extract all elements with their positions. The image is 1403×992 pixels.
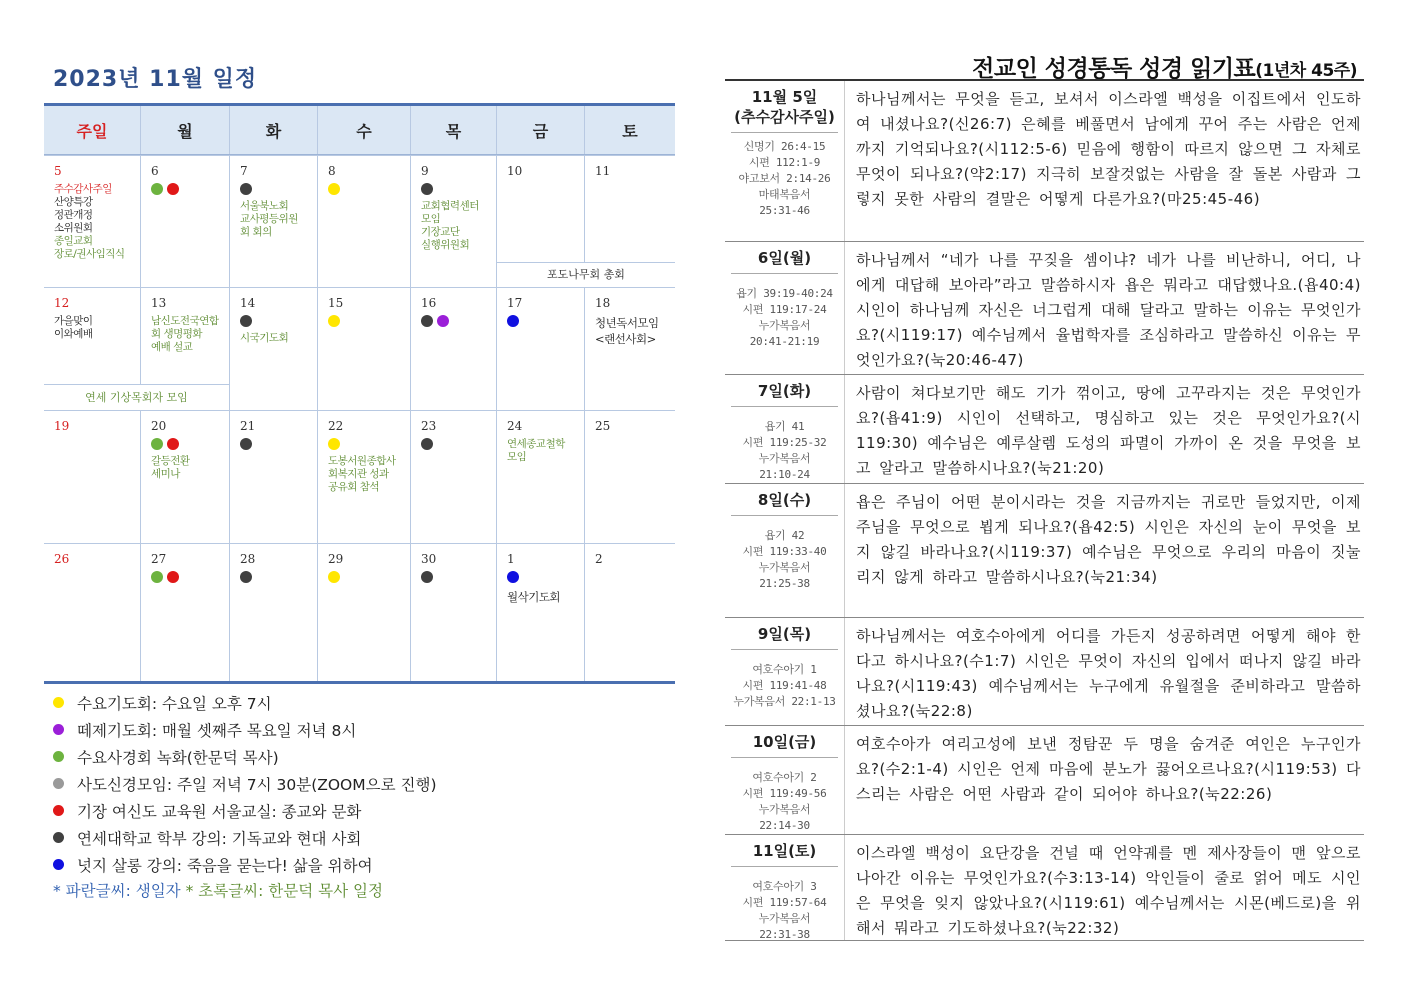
table-row [725,618,1364,726]
date-number: 8 [328,164,336,178]
weekday-header [44,106,675,155]
row-day: 9일(목) [731,624,838,650]
table-row [725,835,1364,941]
yellow-dot-icon [328,438,340,450]
span-event-bar: 포도나무회 총회 [496,262,675,287]
event-text: 주수감사주일 [54,183,112,195]
day-cell[interactable] [44,543,140,681]
day-cell[interactable] [584,410,675,543]
day-cell[interactable] [140,543,229,681]
legend-item [53,743,437,770]
day-cell[interactable] [410,410,496,543]
row-label-cell [725,835,845,940]
date-number: 11 [595,164,611,178]
date-number: 14 [240,296,256,310]
legend-label: 사도신경모임: 주일 저녁 7시 30분(ZOOM으로 진행) [77,775,437,794]
day-cell[interactable] [229,155,317,287]
row-day: 11월 5일 (추수감사주일) [731,87,838,133]
row-day: 10일(금) [731,732,838,758]
day-cell[interactable] [496,287,584,410]
dark-dot-icon [421,438,433,450]
day-cell[interactable] [140,287,229,384]
date-number: 18 [595,296,611,310]
day-cell[interactable] [317,543,410,681]
date-number: 13 [151,296,167,310]
event-text: 도봉서원종합사 회복지관 성과 공유회 참석 [328,455,396,493]
legend-item [53,770,437,797]
weekday-fri: 금 [496,106,584,154]
day-cell[interactable] [410,155,496,287]
table-row [725,375,1364,484]
day-cell[interactable] [229,287,317,410]
row-question: 하나님께서는 무엇을 듣고, 보셔서 이스라엘 백성을 이집트에서 인도하여 내셨나요?(신26:7) 은혜를 베풀면서 남에게 꾸어 주는 사람은 언제까지 기억되나요?(시112:5-6) 믿음에 행함이 따르지 않으면 그 자체로 무엇이 되나요?(약2:17) 지극히 보잘것없는 사람을 잘 돌본 사람과 그렇지 못한 사람의 결말은 어떻게 다른가요?(마25:45-46) [856,90,1361,208]
weekday-sat: 토 [584,106,675,154]
event-text: 청년독서모임 <랜선사회> [595,316,659,346]
green-dot-icon [53,751,64,762]
day-cell[interactable] [317,287,410,410]
legend-item [53,797,437,824]
dark-dot-icon [240,438,252,450]
reading-subtitle: (1년차 45주) [1255,61,1357,81]
dark-dot-icon [421,183,433,195]
row-question: 여호수아가 여리고성에 보낸 정탐꾼 두 명을 숨겨준 여인은 누구인가요?(수2:1-4) 시인은 언제 마음에 분노가 끓어오르나요?(시119:53) 다스리는 사람은 어떤 사람과 같이 되어야 하나요?(눅22:26) [856,735,1361,803]
date-number: 23 [421,419,437,433]
day-cell[interactable] [44,410,140,543]
weekday-thu: 목 [410,106,496,154]
row-label-cell [725,484,845,617]
row-label-cell [725,375,845,483]
date-number: 28 [240,552,256,566]
row-refs: 여호수아기 3 시편 119:57-64 누가복음서 22:31-38 [742,880,827,941]
date-number: 27 [151,552,167,566]
date-number: 16 [421,296,437,310]
green-dot-icon [151,571,163,583]
event-text: 서울북노회 교사평등위원 회 회의 [240,200,298,238]
row-label-cell [725,242,845,374]
day-cell[interactable] [410,287,496,410]
row-day: 8일(수) [731,490,838,516]
purple-dot-icon [437,315,449,327]
row-refs: 욥기 39:19-40:24 시편 119:17-24 누가복음서 20:41-21:19 [736,287,833,348]
purple-dot-icon [53,724,64,735]
green-dot-icon [151,183,163,195]
yellow-dot-icon [328,183,340,195]
row-refs: 여호수아기 1 시편 119:41-48 누가복음서 22:1-13 [733,663,836,708]
yellow-dot-icon [328,571,340,583]
span-event-bar: 연세 기상목회자 모임 [44,384,229,410]
legend-label: 수요기도회: 수요일 오후 7시 [77,694,272,713]
green-dot-icon [151,438,163,450]
dark-dot-icon [421,571,433,583]
date-number: 24 [507,419,523,433]
legend-label: 연세대학교 학부 강의: 기독교와 현대 사회 [77,829,362,848]
date-number: 7 [240,164,248,178]
weekday-sun: 주일 [76,121,108,141]
day-cell[interactable] [496,410,584,543]
row-label-cell [725,726,845,834]
legend-item [53,824,437,851]
reading-table [725,79,1364,941]
date-number: 26 [54,552,70,566]
date-number: 1 [507,552,515,566]
row-question: 이스라엘 백성이 요단강을 건널 때 언약궤를 멘 제사장들이 맨 앞으로 나아간 이유는 무엇인가요?(수3:13-14) 악인들이 줄로 얽어 메도 시인은 무엇을 잊지 않았나요?(시119:61) 예수님께서는 시몬(베드로)을 위해서 뭐라고 기도하셨나요?(눅22:32) [856,844,1361,937]
dark-dot-icon [53,832,64,843]
date-number: 30 [421,552,437,566]
day-cell[interactable] [44,155,140,287]
day-cell[interactable] [584,155,675,262]
weekday-mon: 월 [140,106,229,154]
event-text: 연세종교철학 모임 [507,438,565,463]
date-number: 20 [151,419,167,433]
row-label-cell [725,618,845,725]
day-cell[interactable] [140,155,229,287]
row-refs: 신명기 26:4-15 시편 112:1-9 야고보서 2:14-26 마태복음서 25:31-46 [738,140,831,217]
red-dot-icon [53,805,64,816]
red-dot-icon [167,438,179,450]
event-text: 교회협력센터 모임 기장교단 실행위원회 [421,200,479,251]
day-cell[interactable] [496,543,584,681]
legend-item [53,689,437,716]
table-row [725,242,1364,375]
red-dot-icon [167,183,179,195]
table-row [725,726,1364,835]
weekday-tue: 화 [229,106,317,154]
date-number: 2 [595,552,603,566]
day-cell[interactable] [317,410,410,543]
yellow-dot-icon [53,697,64,708]
dark-dot-icon [240,571,252,583]
legend-item [53,851,437,878]
date-number: 22 [328,419,344,433]
event-text: 종일교회 장로/권사임직식 [54,235,125,260]
date-number: 17 [507,296,523,310]
yellow-dot-icon [328,315,340,327]
gray-dot-icon [53,778,64,789]
legend-label: 넛지 살롱 강의: 죽음을 묻는다! 삶을 위하여 [77,856,373,875]
date-number: 21 [240,419,256,433]
date-number: 29 [328,552,344,566]
date-number: 10 [507,164,523,178]
legend-label: 떼제기도회: 매월 셋째주 목요일 저녁 8시 [77,721,357,740]
event-text: 시국기도회 [240,332,289,344]
note-green: * 초록글씨: 한문덕 목사 일정 [185,882,383,900]
row-question: 하나님께서는 여호수아에게 어디를 가든지 성공하려면 어떻게 해야 한다고 하시나요?(수1:7) 시인은 무엇이 자신의 입에서 떠나지 않길 바라나요?(시119:43) 예수님께서는 누구에게 유월절을 준비하라고 말씀하셨나요?(눅22:8) [856,627,1361,720]
day-cell[interactable] [584,543,675,681]
row-refs: 욥기 42 시편 119:33-40 누가복음서 21:25-38 [742,529,827,590]
weekday-wed: 수 [317,106,410,154]
day-cell[interactable] [410,543,496,681]
row-refs: 여호수아기 2 시편 119:49-56 누가복음서 22:14-30 [742,771,827,832]
day-cell[interactable] [140,410,229,543]
reading-title-text: 전교인 성경통독 성경 읽기표 [972,56,1256,82]
day-cell[interactable] [317,155,410,287]
day-cell[interactable] [229,543,317,681]
note-blue: * 파란글씨: 생일자 [53,882,181,900]
event-text: 산양특강 정관개정 소위원회 [54,196,93,234]
event-text: 월삭기도회 [507,590,561,604]
row-day: 11일(토) [731,841,838,867]
day-cell[interactable] [44,287,140,384]
calendar-grid [44,103,675,684]
dark-dot-icon [240,183,252,195]
row-question: 사람이 쳐다보기만 해도 기가 꺾이고, 땅에 고꾸라지는 것은 무엇인가요?(욥41:9) 시인이 선택하고, 명심하고 있는 것은 무엇인가요?(시119:30) 예수님은 예루살렘 도성의 파멸이 가까이 온 것을 무엇을 보고 알라고 말씀하시나요?(눅21:20) [856,384,1361,477]
legend [53,689,437,905]
date-number: 25 [595,419,611,433]
date-number: 6 [151,164,159,178]
date-number: 5 [54,164,62,178]
date-number: 12 [54,296,70,310]
legend-label: 수요사경회 녹화(한문덕 목사) [77,748,279,767]
event-text: 가을맞이 이와예배 [54,315,93,340]
row-day: 7일(화) [731,381,838,407]
row-label-cell [725,81,845,241]
dark-dot-icon [240,315,252,327]
event-text: 남신도전국연합 회 생명평화 예배 설교 [151,315,219,353]
legend-note [53,878,437,905]
red-dot-icon [167,571,179,583]
day-cell[interactable] [229,410,317,543]
date-number: 15 [328,296,344,310]
blue-dot-icon [507,315,519,327]
blue-dot-icon [507,571,519,583]
legend-label: 기장 여신도 교육원 서울교실: 종교와 문화 [77,802,362,821]
row-question: 하나님께서 “네가 나를 꾸짖을 셈이냐? 네가 나를 비난하니, 어디, 나에게 대답해 보아라”라고 말씀하시자 욥은 뭐라고 대답했나요.(욥40:4) 시인이 하나님께 자신은 너그럽게 대해 달라고 말하는 이유는 무엇인가요?(시119:17) 예수님께서 율법학자를 조심하라고 말씀하신 이유는 무엇인가요?(눅20:46-47) [856,251,1361,369]
event-text: 갈등전환 세미나 [151,455,190,480]
calendar-body [44,155,675,681]
day-cell[interactable] [584,287,675,410]
calendar-title: 2023년 11월 일정 [53,67,258,92]
date-number: 19 [54,419,70,433]
row-day: 6일(월) [731,248,838,274]
row-question: 욥은 주님이 어떤 분이시라는 것을 지금까지는 귀로만 들었지만, 이제 주님을 무엇으로 뵙게 되나요?(욥42:5) 시인은 자신의 눈이 무엇을 보지 않길 바라나요?(시119:37) 예수님은 무엇으로 우리의 마음이 짓눌리지 않게 하라고 말씀하시나요?(눅21:34) [856,493,1361,586]
table-row [725,484,1364,618]
legend-item [53,716,437,743]
dark-dot-icon [421,315,433,327]
blue-dot-icon [53,859,64,870]
date-number: 9 [421,164,429,178]
row-refs: 욥기 41 시편 119:25-32 누가복음서 21:10-24 [742,420,827,481]
table-row [725,81,1364,242]
day-cell[interactable] [496,155,584,262]
